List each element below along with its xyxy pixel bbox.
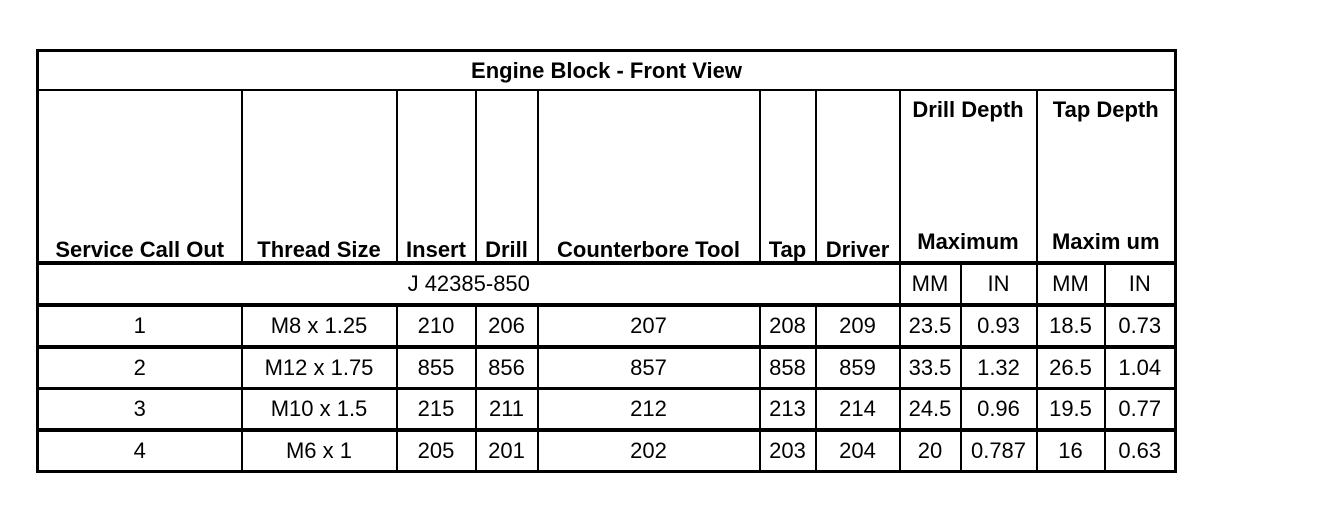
cell-tap: 208 <box>760 305 816 347</box>
cell-tap-in: 0.63 <box>1105 430 1176 472</box>
unit-drill-in: IN <box>961 263 1037 305</box>
table-row <box>38 305 1176 347</box>
cell-tap: 203 <box>760 430 816 472</box>
cell-call-out: 3 <box>38 389 242 431</box>
header-insert: Insert <box>397 90 476 263</box>
cell-insert: 205 <box>397 430 476 472</box>
cell-insert: 215 <box>397 389 476 431</box>
cell-insert: 210 <box>397 305 476 347</box>
header-drill-depth <box>900 90 1037 263</box>
cell-tap: 858 <box>760 347 816 389</box>
header-tap-depth-sub: Maxim um <box>1051 229 1160 254</box>
table-row <box>38 347 1176 389</box>
cell-call-out: 1 <box>38 305 242 347</box>
cell-drill: 201 <box>476 430 538 472</box>
header-tap-depth <box>1037 90 1176 263</box>
cell-counterbore: 207 <box>538 305 760 347</box>
cell-thread: M8 x 1.25 <box>242 305 397 347</box>
cell-driver: 859 <box>816 347 900 389</box>
header-thread-size: Thread Size <box>242 90 397 263</box>
cell-drill-mm: 33.5 <box>900 347 961 389</box>
header-drill-depth-sub: Maximum <box>917 229 1019 254</box>
table-title: Engine Block - Front View <box>38 51 1176 91</box>
cell-drill-in: 0.787 <box>961 430 1037 472</box>
cell-tap-in: 0.77 <box>1105 389 1176 431</box>
tool-kit-number: J 42385-850 <box>38 263 900 305</box>
table-row <box>38 430 1176 472</box>
cell-counterbore: 857 <box>538 347 760 389</box>
cell-tap-mm: 19.5 <box>1037 389 1105 431</box>
cell-call-out: 4 <box>38 430 242 472</box>
cell-driver: 214 <box>816 389 900 431</box>
cell-drill-in: 0.96 <box>961 389 1037 431</box>
cell-drill-mm: 24.5 <box>900 389 961 431</box>
cell-tap-mm: 16 <box>1037 430 1105 472</box>
header-drill-depth-label: Drill Depth <box>912 97 1024 122</box>
table-row <box>38 389 1176 431</box>
cell-drill-in: 1.32 <box>961 347 1037 389</box>
header-drill: Drill <box>476 90 538 263</box>
cell-tap-mm: 26.5 <box>1037 347 1105 389</box>
cell-drill: 211 <box>476 389 538 431</box>
header-tap: Tap <box>760 90 816 263</box>
unit-drill-mm: MM <box>900 263 961 305</box>
cell-counterbore: 212 <box>538 389 760 431</box>
cell-driver: 209 <box>816 305 900 347</box>
cell-drill: 856 <box>476 347 538 389</box>
header-counterbore-tool: Counterbore Tool <box>538 90 760 263</box>
cell-tap-mm: 18.5 <box>1037 305 1105 347</box>
cell-counterbore: 202 <box>538 430 760 472</box>
cell-insert: 855 <box>397 347 476 389</box>
cell-thread: M10 x 1.5 <box>242 389 397 431</box>
unit-tap-in: IN <box>1105 263 1176 305</box>
cell-tap-in: 0.73 <box>1105 305 1176 347</box>
cell-drill-mm: 20 <box>900 430 961 472</box>
spec-table <box>36 49 1177 473</box>
cell-drill-in: 0.93 <box>961 305 1037 347</box>
cell-call-out: 2 <box>38 347 242 389</box>
header-driver: Driver <box>816 90 900 263</box>
header-tap-depth-label: Tap Depth <box>1052 97 1159 122</box>
cell-tap-in: 1.04 <box>1105 347 1176 389</box>
cell-thread: M6 x 1 <box>242 430 397 472</box>
header-service-call-out: Service Call Out <box>38 90 242 263</box>
cell-thread: M12 x 1.75 <box>242 347 397 389</box>
cell-tap: 213 <box>760 389 816 431</box>
cell-driver: 204 <box>816 430 900 472</box>
unit-tap-mm: MM <box>1037 263 1105 305</box>
cell-drill: 206 <box>476 305 538 347</box>
cell-drill-mm: 23.5 <box>900 305 961 347</box>
